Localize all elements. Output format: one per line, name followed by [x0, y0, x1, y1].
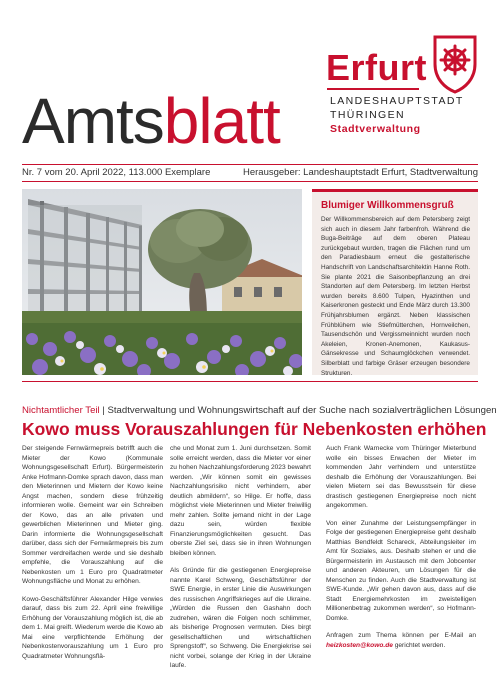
- publisher-info: Herausgeber: Landeshauptstadt Erfurt, Stadtverwaltung: [242, 167, 478, 178]
- article-kicker: [22, 405, 497, 417]
- kicker-text: | Stadtverwaltung und Wohnungswirtschaft auf der Suche nach sozialverträglichen Lösungen: [99, 405, 497, 416]
- sidebar-text: Der Willkommensbereich auf dem Petersberg zeigt sich auch in diesem Jahr farbenfroh. Während die Buga-Beiträge auf dem oberen Plateau zurückgebaut wurden, tragen die Flächen rund um den Paradiesbaum erneut die gestalterische Handschrift von Landschaftsarchitektin Hanne Roth. Sie plante 2021 die Saisonbepflanzung an drei Standorten auf dem Petersberg. Im letzten Herbst wurden bereits 8.600 Tulpen, Hyazinthen und Kaiserkronen gesteckt und Ende März durch 13.300 Frühjahrsblumen ergänzt. Neben klassischen Frühblühern wie Stiefmütterchen, Hornveilchen, Tausendschön und Vergissmeinnicht wurden noch Akeleien, Kronen-Anemonen, Kaukasus-Gänsekresse und Schaumglöckchen verwendet. Silberblatt und farbige Gräser erzeugen besondere Strukturen.: [321, 216, 470, 377]
- article-column-1: [22, 444, 163, 669]
- paragraph: Der steigende Fernwärmepreis betrifft auch die Mieter der Kowo (Kommunale Wohnungsgesellschaft Erfurt). Bürgermeisterin Anke Hofmann-Domke sprach davon, dass man den Mieterinnen und Mietern der Kowo keine Angst machen, sondern diese frühzeitig informieren wolle. Gemeint war ein Schreiben der Kowo, das an alle privaten und gewerblichen Mieterinnen und Mieter ging. Darin informierte die Wohnungsgesellschaft darüber, dass sich der Fernwärmepreis bis zum Sommer verdreifachen werde und sie deshalb empfehle, die Vorauszahlung auf die Nebenkosten um 1 Euro pro Quadratmeter Wohnungsfläche und Monat zu erhöhen.: [22, 445, 163, 585]
- logo-line-stadtverwaltung: Stadtverwaltung: [330, 123, 421, 135]
- email-link[interactable]: heizkosten@kowo.de: [326, 641, 393, 649]
- contact-paragraph: [326, 631, 476, 650]
- contact-text: Anfragen zum Thema können per E-Mail an: [326, 632, 476, 639]
- paragraph: Auch Frank Warnecke vom Thüringer Mieterbund wolle ein bisses Erwachen der Mieter im kommenden Jahr verhindern und unterstütze deshalb die Erhöhung der Vorauszahlungen. Bei vielen Mietern sei das Bewusstsein für diese drastisch gestiegenen Energiepreise noch nicht angekommen.: [326, 445, 476, 509]
- paragraph: Kowo-Geschäftsführer Alexander Hilge verwies darauf, dass bis zum 22. April eine freiwillige Erhöhung der Vorauszahlung möglich ist, die ab dem 1. Mai greift. Wiederum werde die Kowo ab Mai eine verpflichtende Erhöhung der Nebenkostenvorauszahlung um 1 Euro pro Quadratmeter Wohnungsflä-: [22, 595, 163, 660]
- divider-middle: [22, 381, 478, 382]
- sidebar-box: [312, 189, 478, 375]
- title-part-amts: Amts: [22, 85, 164, 157]
- sidebar-title: Blumiger Willkommensgruß: [321, 200, 454, 211]
- divider-bottom: [22, 181, 478, 182]
- logo-line-thueringen: THÜRINGEN: [330, 109, 406, 121]
- petersberg-photo: [22, 189, 302, 375]
- logo-line-landeshauptstadt: LANDESHAUPTSTADT: [330, 95, 464, 107]
- title-part-blatt: blatt: [163, 85, 280, 157]
- article-column-2: [170, 444, 311, 679]
- paragraph: che und Monat zum 1. Juni durchsetzen. Somit solle erreicht werden, dass die Mieter vor einer zu hohen Nachzahlungsforderung 2023 bewahrt werden. „Wir können somit ein gewisses Nachzahlungsrisiko nicht verhindern, aber deutlich abmildern“, so Hilge. Er hoffe, dass möglichst viele Mieterinnen und Mieter freiwillig mehr zahlen. Sollte jemand nicht in der Lage dazu sein, würden flexible Finanzierungsmöglichkeiten gesucht. Das oberste Ziel sei, dass sie in ihren Wohnungen bleiben können.: [170, 445, 311, 557]
- city-crest-icon: [432, 34, 478, 94]
- logo-underline: [327, 88, 419, 90]
- contact-text-end: gerichtet werden.: [392, 641, 446, 649]
- article-column-3: [326, 444, 476, 658]
- erfurt-logo-text: Erfurt: [326, 47, 427, 88]
- article-headline: Kowo muss Vorauszahlungen für Nebenkosten erhöhen: [22, 419, 487, 439]
- kicker-label: Nichtamtlicher Teil: [22, 405, 100, 416]
- paragraph: Von einer Zunahme der Leistungsempfänger in Folge der gestiegenen Energiepreise geht deshalb Matthias Bendfeldt Schareck, Abteilungsleiter im Amt für Soziales, aus. Deshalb stehen er und die Bürgermeisterin im Austausch mit dem Jobcenter und anderen Akteuren, um Lösungen für die Menschen zu finden. Auch die Stadtverwaltung ist SWE-Kunde. „Wir gehen davon aus, dass auf die Stadt Energiemehrkosten im zweistelligen Millionenbetrag zukommen werden“, so Hofmann-Domke.: [326, 519, 476, 622]
- divider-top: [22, 164, 478, 165]
- publication-title: [22, 86, 280, 156]
- paragraph: Als Gründe für die gestiegenen Energiepreise nannte Karel Schweng, Geschäftsführer der SWE Energie, in erster Linie die Auswirkungen des russischen Angriffskrieges auf die Ukraine. „Würden die Russen den Gashahn doch zudrehen, wären die Folgen noch schlimmer, als bisherige Prognosen vermuten. Dies birgt gesellschaftlichen und wirtschaftlichen Sprengstoff“, so Schweng. Die Energiekrise sei nicht vorbei, solange der Krieg in der Ukraine laufe.: [170, 567, 311, 669]
- issue-info: Nr. 7 vom 20. April 2022, 113.000 Exemplare: [22, 167, 211, 178]
